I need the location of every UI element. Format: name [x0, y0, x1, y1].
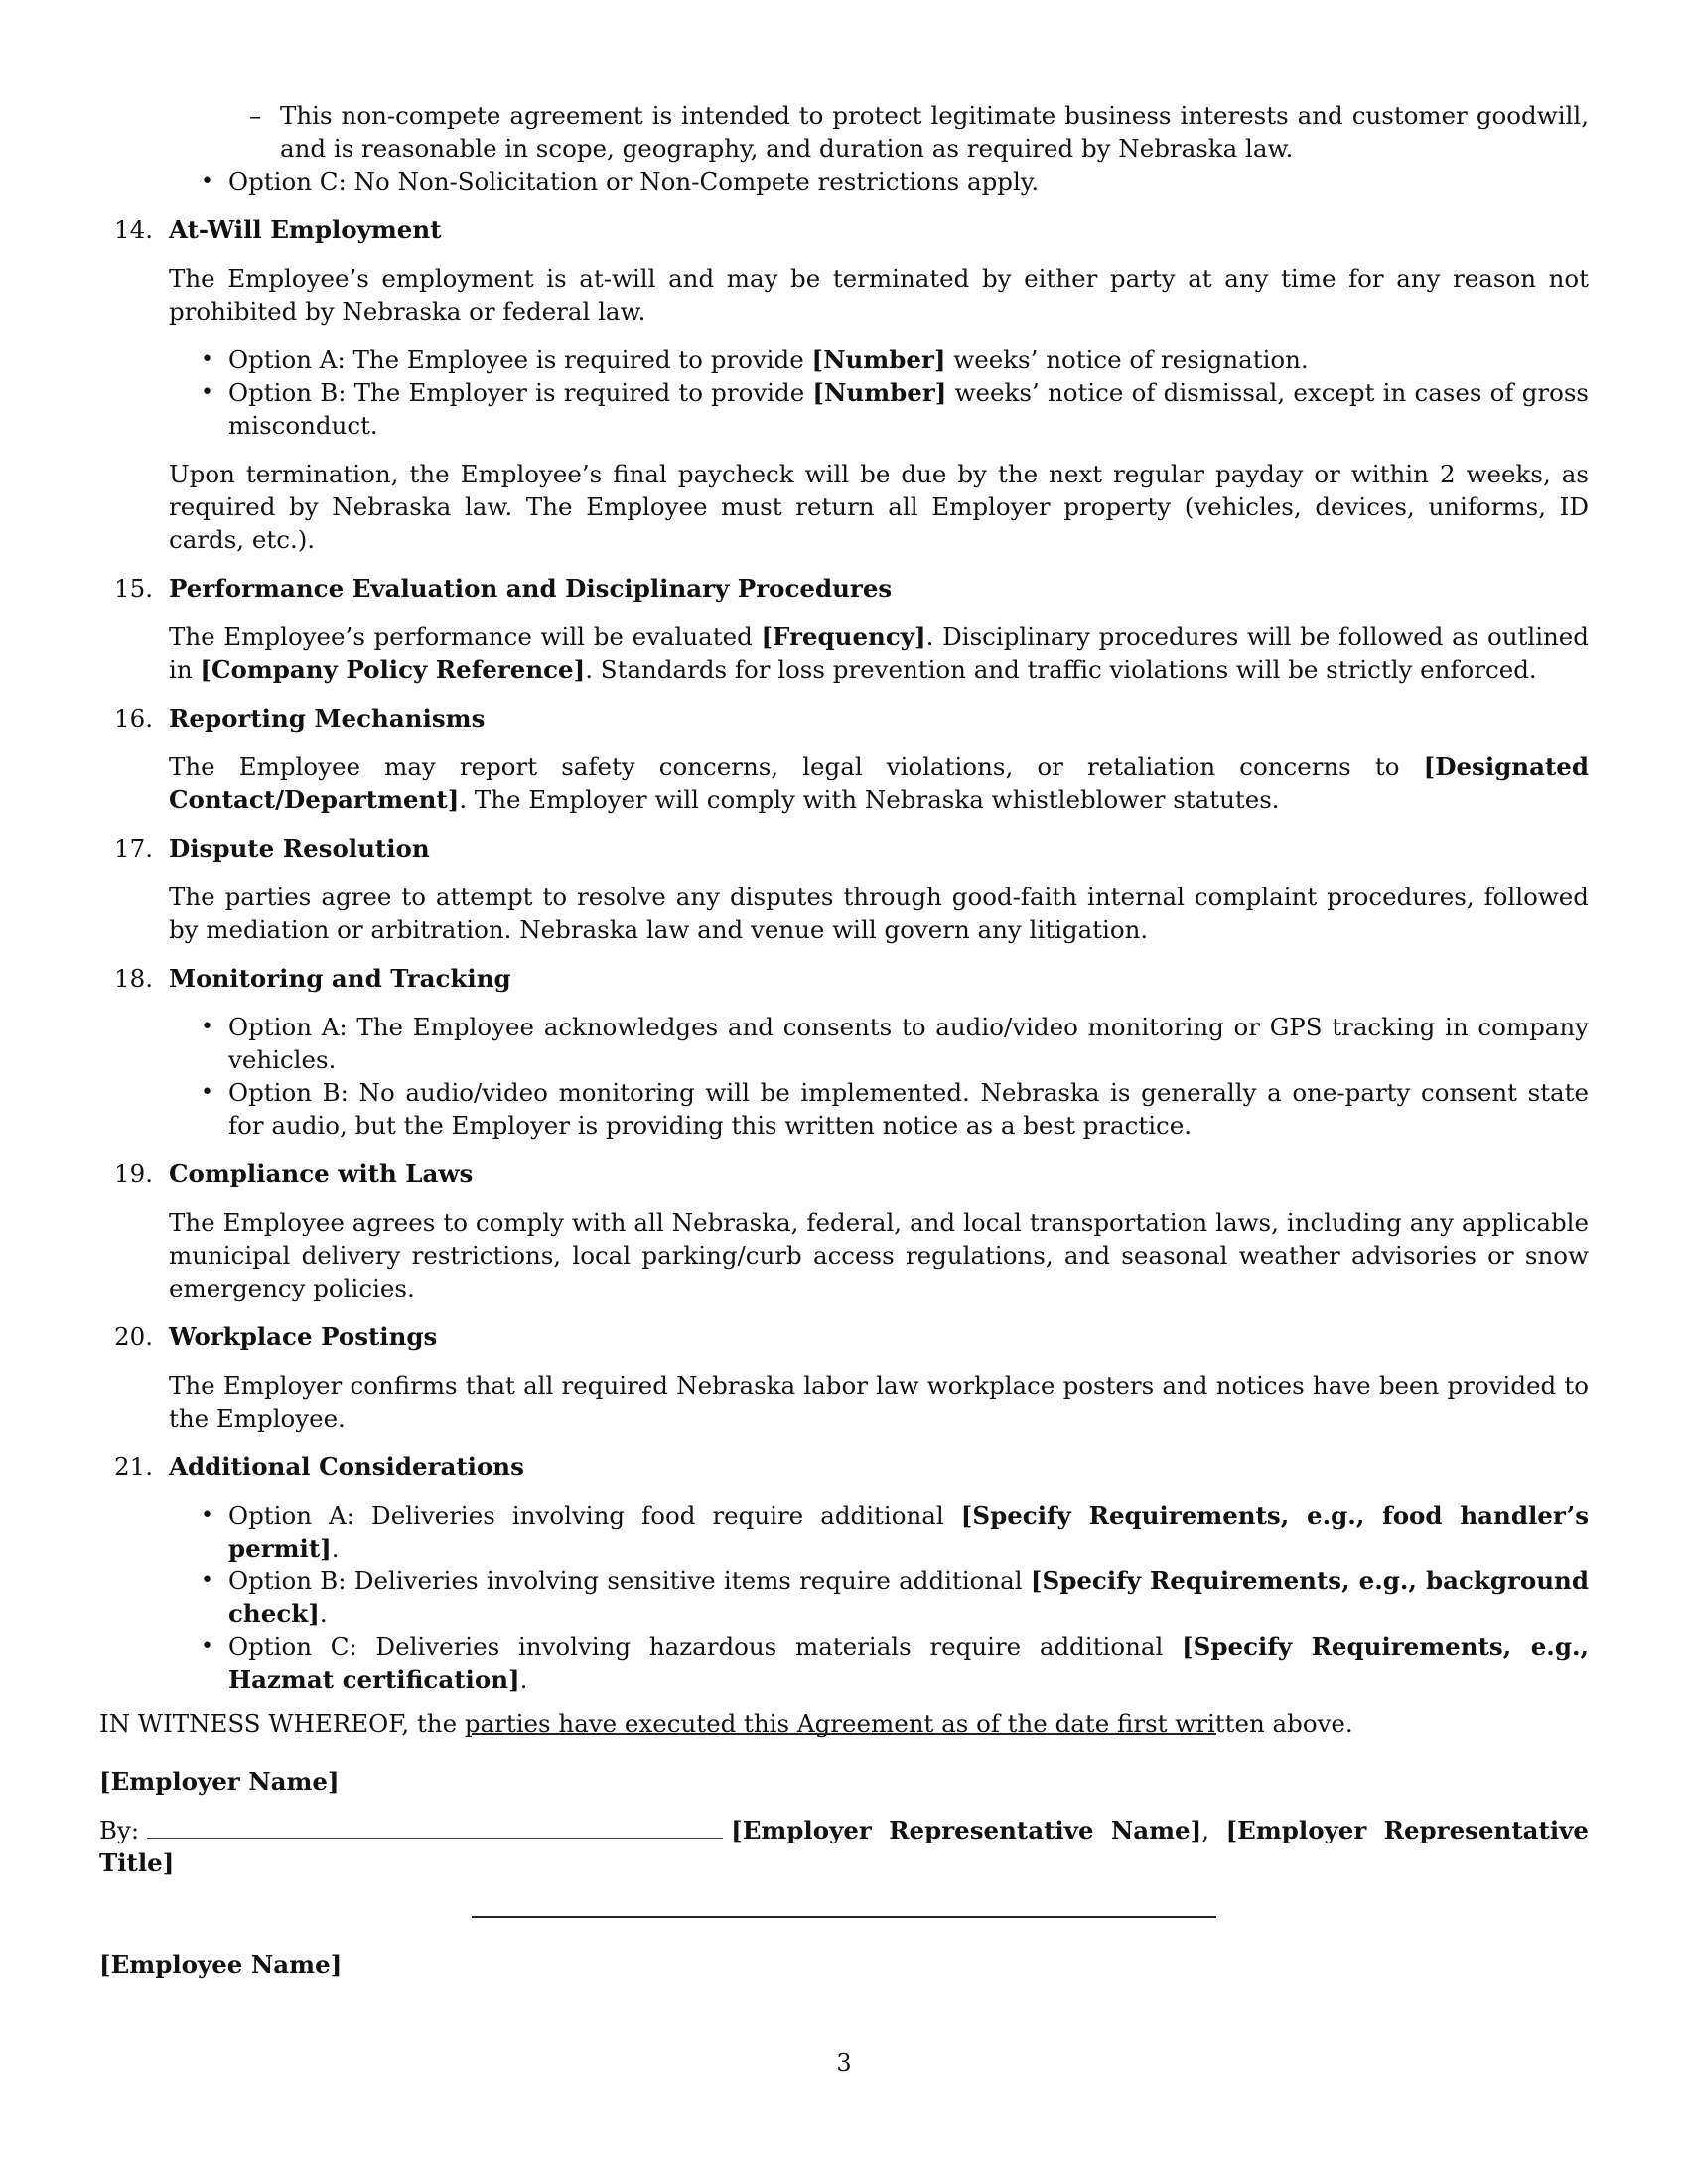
body-text: The Employee’s performance will be evaluated [169, 622, 762, 651]
section-number: 18. [114, 964, 153, 993]
section-14-closing: Upon termination, the Employee’s final paycheck will be due by the next regular payday or within 2 weeks, as required by Nebraska law. The Employee must return all Employer property (vehicles, devices, uniforms, ID cards, etc.). [169, 460, 1589, 554]
non-compete-note [99, 99, 1589, 165]
option-text: . [519, 1665, 528, 1694]
section-14-body: The Employee’s employment is at-will and may be terminated by either party at any time for any reason not prohibited by Nebraska or federal law. [169, 264, 1589, 326]
section-15-body [99, 620, 1589, 686]
section-20-heading [99, 1320, 1589, 1353]
placeholder-field: [Specify Requirements, e.g., Hazmat certification] [228, 1632, 1590, 1694]
witness-clause: IN WITNESS WHEREOF, the parties have executed this Agreement as of the date first written above. [99, 1709, 1353, 1738]
bullet-icon: • [201, 380, 213, 405]
option-text: Option B: Deliveries involving sensitive items require additional [228, 1567, 1031, 1595]
dash-marker: – [249, 101, 262, 130]
section-number: 19. [114, 1160, 153, 1188]
bullet-icon: • [201, 1634, 213, 1659]
bullet-icon: • [201, 1503, 213, 1528]
employer-name-placeholder: [Employer Name] [99, 1767, 340, 1796]
section-title: Performance Evaluation and Disciplinary Procedures [169, 574, 893, 603]
by-line-block [99, 1814, 1589, 1879]
option-text: Option A: The Employee acknowledges and consents to audio/video monitoring or GPS tracking in company vehicles. [228, 1013, 1589, 1074]
placeholder-field: [Number] [811, 345, 946, 374]
representative-signature-line [147, 1816, 723, 1839]
section-title: Dispute Resolution [169, 834, 430, 863]
employee-name-placeholder: [Employee Name] [99, 1950, 343, 1979]
section-number: 21. [114, 1452, 153, 1481]
option-text: Option B: The Employer is required to provide [228, 378, 813, 407]
section-19-heading [99, 1158, 1589, 1190]
section-number: 16. [114, 704, 153, 733]
list-item [99, 1076, 1589, 1142]
section-15-heading [99, 572, 1589, 605]
rep-title-placeholder: [Employer Representative Title] [99, 1816, 1589, 1877]
placeholder-field: [Company Policy Reference] [200, 655, 586, 684]
option-text: weeks’ notice of dismissal, except in cases of gross misconduct. [228, 378, 1589, 440]
employer-signature-line [472, 1733, 1216, 1735]
section-18-heading [99, 962, 1589, 995]
option-text: weeks’ notice of resignation. [945, 345, 1309, 374]
separator: , [1201, 1816, 1226, 1844]
placeholder-field: [Specify Requirements, e.g., food handler’s permit] [228, 1501, 1589, 1563]
section-21-heading [99, 1450, 1589, 1483]
placeholder-field: [Designated Contact/Department] [169, 752, 1589, 814]
placeholder-field: [Number] [812, 378, 947, 407]
bullet-icon: • [201, 1569, 213, 1593]
section-number: 17. [114, 834, 153, 863]
section-20-body: The Employer confirms that all required Nebraska labor law workplace posters and notices have been provided to the Employee. [169, 1371, 1589, 1433]
employee-signature-line [472, 1916, 1216, 1918]
section-number: 14. [114, 215, 153, 244]
document-page [99, 99, 1589, 2085]
placeholder-field: [Specify Requirements, e.g., background check] [228, 1567, 1590, 1628]
list-item [99, 1011, 1589, 1076]
section-title: Additional Considerations [169, 1452, 524, 1481]
bullet-icon: • [201, 1080, 213, 1105]
section-14-heading [99, 213, 1589, 246]
bullet-icon: • [201, 169, 213, 194]
section-19-body: The Employee agrees to comply with all Nebraska, federal, and local transportation laws, including any applicable municipal delivery restrictions, local parking/curb access regulations, and seasonal weather advisories or snow emergency policies. [169, 1208, 1589, 1302]
body-text: The Employee may report safety concerns, legal violations, or retaliation concerns to [169, 752, 1424, 781]
list-item [99, 376, 1589, 442]
non-compete-text: This non-compete agreement is intended to protect legitimate business interests and customer goodwill, and is reasonable in scope, geography, and duration as required by Nebraska law. [280, 101, 1589, 163]
option-text: Option A: Deliveries involving food require additional [228, 1501, 961, 1530]
employer-name-block [99, 1765, 1589, 1798]
bullet-icon: • [201, 347, 213, 372]
list-item [99, 1565, 1589, 1630]
section-title: Reporting Mechanisms [169, 704, 486, 733]
section-number: 15. [114, 574, 153, 603]
section-17-heading [99, 832, 1589, 865]
section-title: At-Will Employment [169, 215, 442, 244]
body-text: . Disciplinary procedures will be followed as outlined in [169, 622, 1589, 684]
list-item [99, 1499, 1589, 1565]
option-text: Option C: Deliveries involving hazardous materials require additional [228, 1632, 1183, 1661]
option-text: Option A: The Employee is required to provide [228, 345, 812, 374]
list-item [99, 343, 1589, 376]
section-16-body [99, 751, 1589, 816]
employee-name-block [99, 1948, 1589, 1980]
body-text: . The Employer will comply with Nebraska whistleblower statutes. [459, 785, 1280, 814]
section-17-body: The parties agree to attempt to resolve any disputes through good-faith internal complaint procedures, followed by mediation or arbitration. Nebraska law and venue will govern any litigation. [169, 883, 1589, 944]
placeholder-field: [Frequency] [761, 622, 926, 651]
section-21-options [99, 1499, 1589, 1696]
section-title: Compliance with Laws [169, 1160, 474, 1188]
list-item [99, 1630, 1589, 1696]
body-text: . Standards for loss prevention and traffic violations will be strictly enforced. [585, 655, 1537, 684]
section-title: Monitoring and Tracking [169, 964, 511, 993]
by-label: By: [99, 1816, 140, 1844]
rep-name-placeholder: [Employer Representative Name] [731, 1816, 1202, 1844]
section-16-heading [99, 702, 1589, 735]
section-number: 20. [114, 1322, 153, 1351]
section-title: Workplace Postings [169, 1322, 438, 1351]
bullet-icon: • [201, 1015, 213, 1039]
option-text: Option B: No audio/video monitoring will be implemented. Nebraska is generally a one-party consent state for audio, but the Employer is providing this written notice as a best practice. [228, 1078, 1589, 1140]
option-c-text: Option C: No Non-Solicitation or Non-Compete restrictions apply. [228, 167, 1040, 196]
option-c-item [99, 165, 1589, 198]
section-14-options [99, 343, 1589, 442]
option-text: . [319, 1599, 328, 1628]
option-text: . [331, 1534, 340, 1563]
section-18-options [99, 1011, 1589, 1142]
page-number: 3 [836, 2049, 852, 2077]
